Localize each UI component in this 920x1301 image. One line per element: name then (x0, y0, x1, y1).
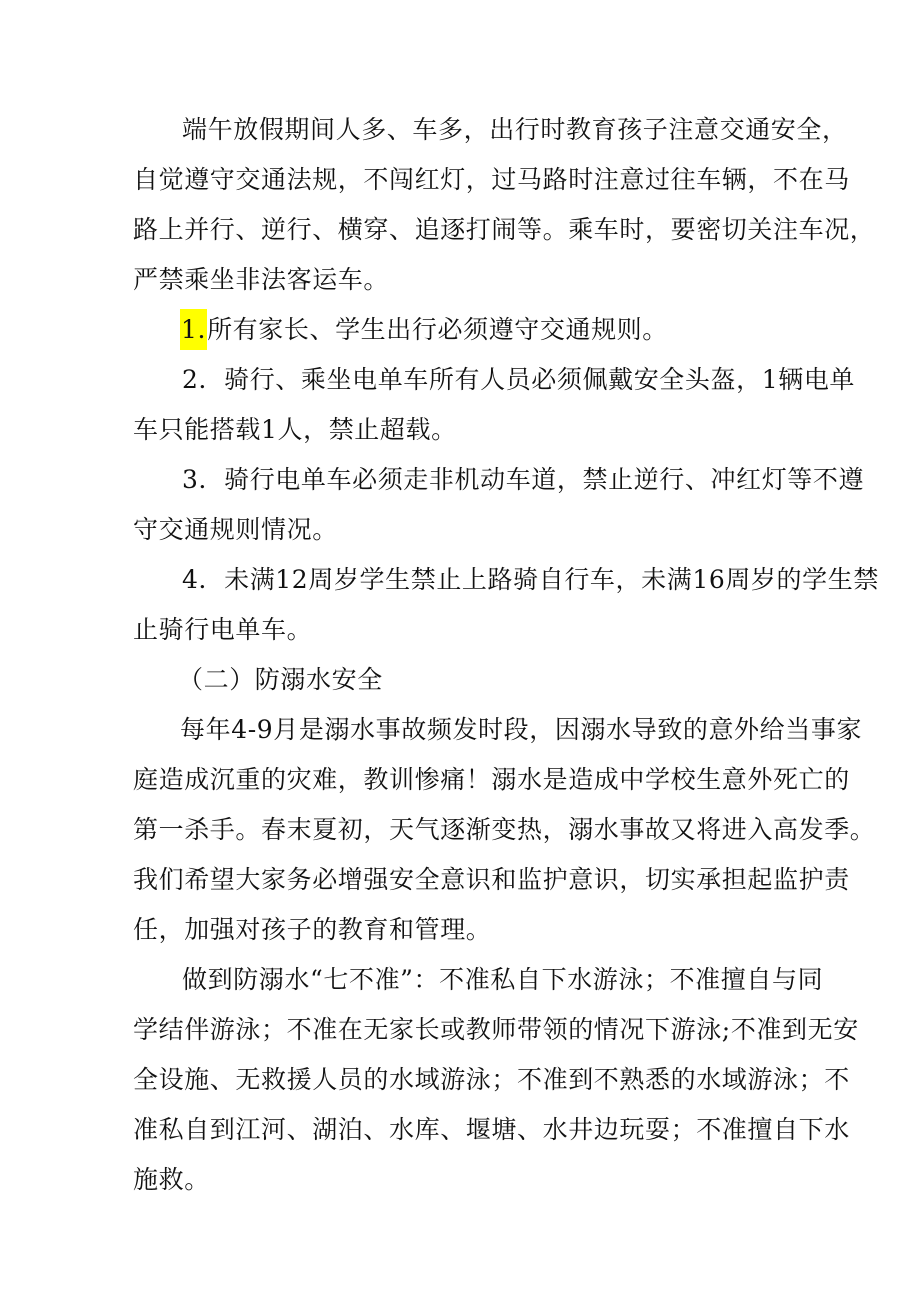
drowning-para1-line-4: 我们希望大家务必增强安全意识和监护意识，切实承担起监护责 (133, 865, 850, 894)
rule-4-line-2: 止骑行电单车。 (133, 615, 313, 644)
drowning-para1-line-1: 每年4-9月是溺水事故频发时段，因溺水导致的意外给当事家 (180, 715, 863, 744)
drowning-para2-line-3: 全设施、无救援人员的水域游泳；不准到不熟悉的水域游泳；不 (133, 1065, 850, 1094)
rule-1-number-highlight: 1. (180, 309, 207, 350)
traffic-intro-line-1: 端午放假期间人多、车多，出行时教育孩子注意交通安全， (182, 115, 848, 144)
drowning-para1-line-5: 任，加强对孩子的教育和管理。 (133, 915, 492, 944)
drowning-para2-line-5: 施救。 (133, 1165, 210, 1194)
traffic-intro-line-2: 自觉遵守交通法规，不闯红灯，过马路时注意过往车辆，不在马 (133, 165, 850, 194)
rule-3-line-1: 3．骑行电单车必须走非机动车道，禁止逆行、冲红灯等不遵 (182, 465, 865, 494)
drowning-para2-line-4: 准私自到江河、湖泊、水库、堰塘、水井边玩耍；不准擅自下水 (133, 1115, 850, 1144)
drowning-para1-line-2: 庭造成沉重的灾难，教训惨痛！溺水是造成中学校生意外死亡的 (133, 765, 850, 794)
rule-4-line-1: 4．未满12周岁学生禁止上路骑自行车，未满16周岁的学生禁 (182, 565, 879, 594)
rule-2-line-1: 2．骑行、乘坐电单车所有人员必须佩戴安全头盔，1辆电单 (182, 365, 856, 394)
rule-2-line-2: 车只能搭载1人，禁止超载。 (133, 415, 457, 444)
rule-1-text: 所有家长、学生出行必须遵守交通规则。 (207, 315, 668, 344)
drowning-heading: （二）防溺水安全 (178, 665, 383, 694)
drowning-para2-line-2: 学结伴游泳；不准在无家长或教师带领的情况下游泳;不准到无安 (133, 1015, 859, 1044)
traffic-intro-line-3: 路上并行、逆行、横穿、追逐打闹等。乘车时，要密切关注车况， (133, 215, 876, 244)
drowning-para1-line-3: 第一杀手。春末夏初，天气逐渐变热，溺水事故又将进入高发季。 (133, 815, 876, 844)
rule-1 (0, 313, 920, 347)
traffic-intro-line-4: 严禁乘坐非法客运车。 (133, 265, 390, 294)
drowning-para2-line-1: 做到防溺水“七不准”：不准私自下水游泳；不准擅自与同 (182, 965, 824, 994)
rule-3-line-2: 守交通规则情况。 (133, 515, 338, 544)
